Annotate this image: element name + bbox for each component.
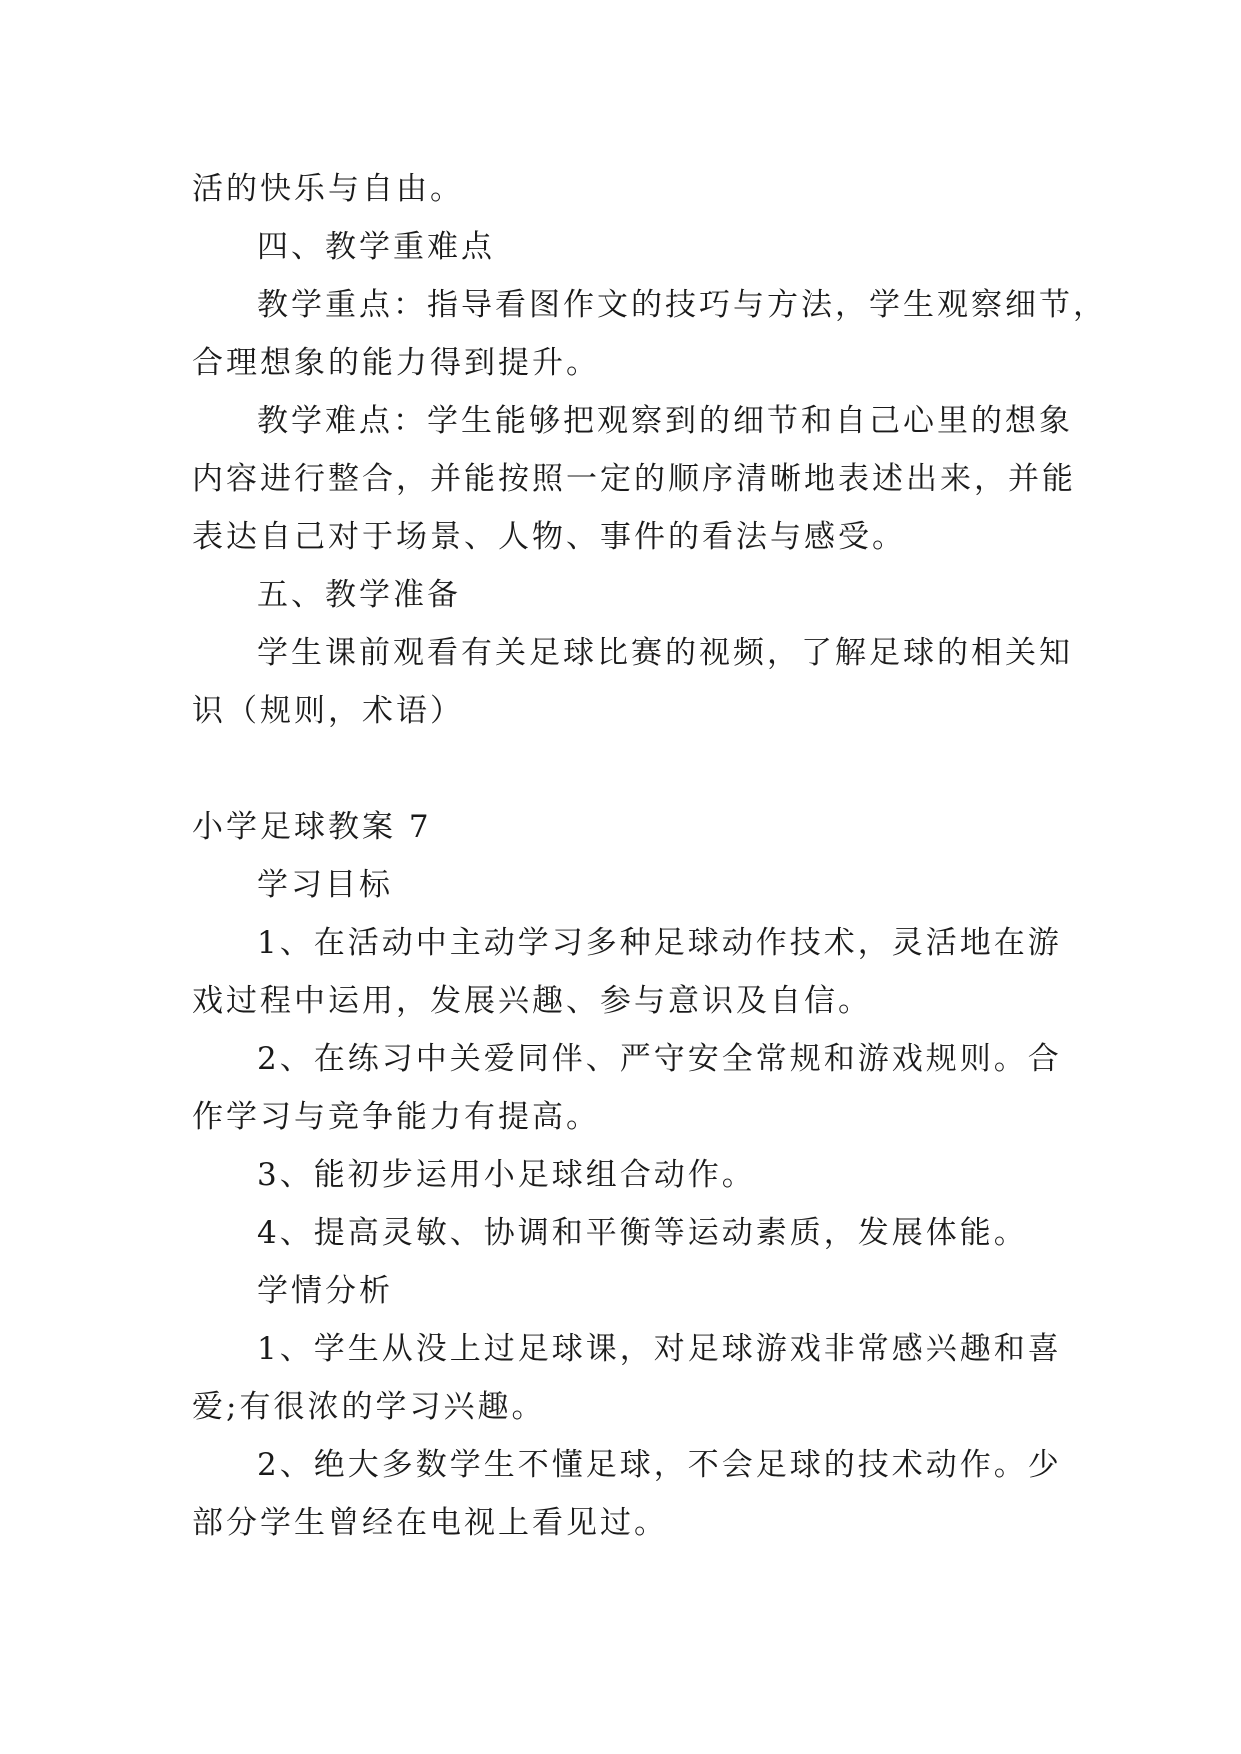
body-line: 戏过程中运用，发展兴趣、参与意识及自信。	[192, 983, 872, 1019]
body-line: 3、能初步运用小足球组合动作。	[257, 1157, 756, 1193]
section-heading-5: 五、教学准备	[257, 577, 461, 613]
paragraph-gap	[192, 740, 1054, 798]
body-line: 合理想象的能力得到提升。	[192, 345, 600, 381]
body-line: 教学重点：指导看图作文的技巧与方法，学生观察细节，	[257, 287, 1107, 323]
body-line: 教学难点：学生能够把观察到的细节和自己心里的想象	[257, 403, 1073, 439]
section-heading-objectives: 学习目标	[257, 867, 393, 903]
body-line: 1、在活动中主动学习多种足球动作技术，灵活地在游	[257, 925, 1062, 961]
body-line: 表达自己对于场景、人物、事件的看法与感受。	[192, 519, 906, 555]
document-body	[192, 160, 1107, 1552]
body-line: 识（规则，术语）	[192, 693, 464, 729]
body-line: 学生课前观看有关足球比赛的视频，了解足球的相关知	[257, 635, 1073, 671]
body-line: 2、在练习中关爱同伴、严守安全常规和游戏规则。合	[257, 1041, 1062, 1077]
body-line: 部分学生曾经在电视上看见过。	[192, 1505, 668, 1541]
body-line: 内容进行整合，并能按照一定的顺序清晰地表述出来，并能	[192, 461, 1076, 497]
body-line: 2、绝大多数学生不懂足球，不会足球的技术动作。少	[257, 1447, 1062, 1483]
section-heading-4: 四、教学重难点	[257, 229, 495, 265]
body-line: 4、提高灵敏、协调和平衡等运动素质，发展体能。	[257, 1215, 1028, 1251]
plan-title: 小学足球教案 7	[192, 809, 432, 845]
body-line: 1、学生从没上过足球课，对足球游戏非常感兴趣和喜	[257, 1331, 1062, 1367]
body-line: 活的快乐与自由。	[192, 171, 464, 207]
body-line: 作学习与竞争能力有提高。	[192, 1099, 600, 1135]
section-heading-analysis: 学情分析	[257, 1273, 393, 1309]
body-line: 爱;有很浓的学习兴趣。	[192, 1389, 546, 1425]
